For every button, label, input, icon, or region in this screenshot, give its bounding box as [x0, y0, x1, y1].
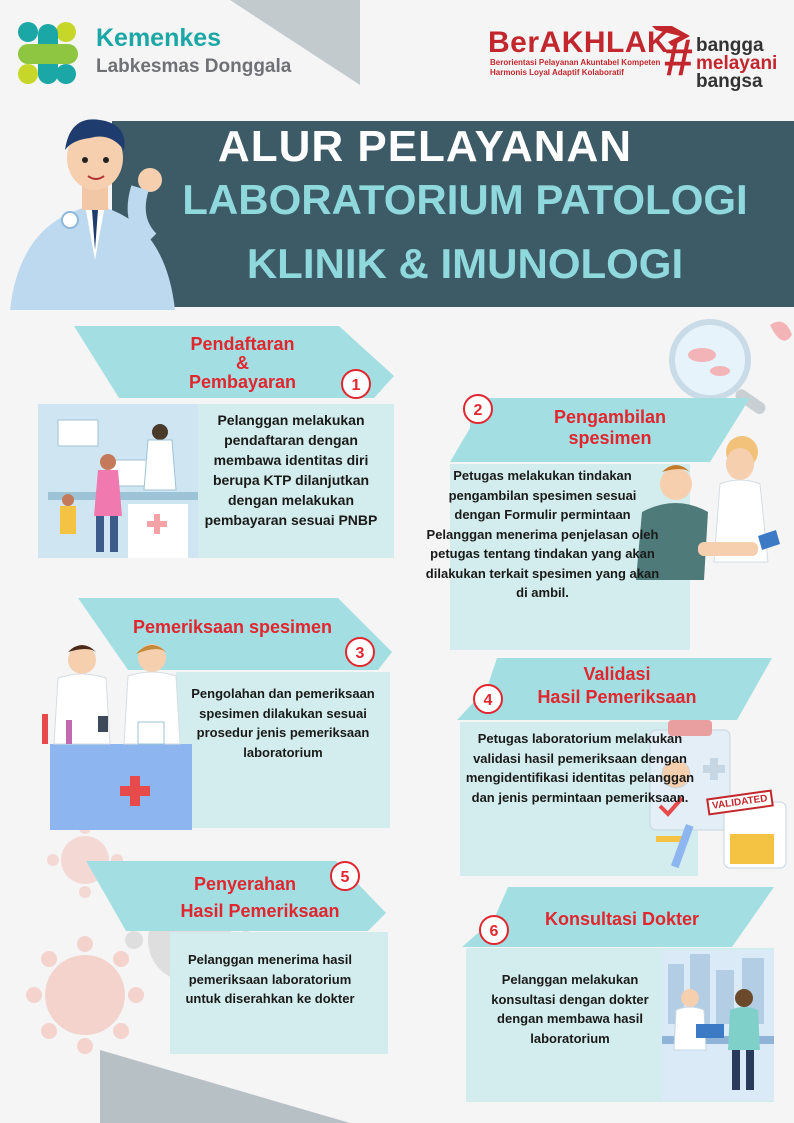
step6-number-badge: 6 [479, 915, 509, 945]
berakhlak-logo: BerAKHLAK [488, 26, 670, 59]
decor-triangle-bottom [100, 1050, 350, 1123]
step2-title-line1: Pengambilan [553, 407, 667, 427]
step2-title-line2: spesimen [568, 428, 652, 448]
step2-description: Petugas melakukan tindakan pengambilan spesimen sesuai dengan Formulir permintaan Pelanggan menerima penjelasan oleh petugas tentang tindakan yang akan dilakukan terkait spesimen yang akan di ambil. [425, 468, 660, 600]
step4-title-line1: Validasi [583, 664, 651, 684]
org-name: Kemenkes [96, 24, 222, 52]
step4-number-badge: 4 [473, 684, 503, 714]
page-title-line2: LABORATORIUM PATOLOGI [182, 176, 748, 223]
step4-title-line2: Hasil Pemeriksaan [537, 687, 697, 707]
step2-number-badge: 2 [463, 394, 493, 424]
consultation-illustration [662, 950, 774, 1100]
validated-stamp: VALIDATED [706, 790, 773, 816]
step1-title-line2: & [236, 353, 249, 373]
step5-number-badge: 5 [330, 861, 360, 891]
kemenkes-logo-icon [14, 16, 82, 92]
step1-title-line1: Pendaftaran [190, 334, 295, 354]
laboratory-illustration [18, 636, 192, 830]
slogan-bangsa: bangsa [696, 71, 763, 92]
registration-illustration [38, 404, 198, 558]
hashtag: # [664, 29, 693, 87]
step6-title: Konsultasi Dokter [544, 909, 700, 929]
org-subtitle: Labkesmas Donggala [96, 56, 292, 77]
step3-title: Pemeriksaan spesimen [132, 617, 333, 637]
step6-description: Pelanggan melakukan konsultasi dengan dokter dengan membawa hasil laboratorium [491, 972, 649, 1046]
page-title-line1: ALUR PELAYANAN [217, 122, 633, 171]
slogan-bangga: bangga [696, 35, 764, 56]
step5-title-line2: Hasil Pemeriksaan [180, 901, 340, 921]
berakhlak-values-line1: Berorientasi Pelayanan Akuntabel Kompeten [490, 58, 661, 67]
step3-number-badge: 3 [345, 637, 375, 667]
step1-number-badge: 1 [341, 369, 371, 399]
page-title-line3: KLINIK & IMUNOLOGI [246, 240, 684, 287]
slogan-melayani: melayani [696, 53, 778, 74]
step4-description: Petugas laboratorium melakukan validasi hasil pemeriksaan dengan mengidentifikasi identitas pelanggan dan jenis permintaan pemeriksaan. [465, 731, 695, 805]
step3-description: Pengolahan dan pemeriksaan spesimen dilakukan sesuai prosedur jenis pemeriksaan laboratorium [191, 686, 375, 760]
step5-description: Pelanggan menerima hasil pemeriksaan laboratorium untuk diserahkan ke dokter [185, 952, 355, 1006]
step5-title-line1: Penyerahan [193, 874, 297, 894]
berakhlak-values-line2: Harmonis Loyal Adaptif Kolaboratif [490, 68, 624, 77]
step1-description: Pelanggan melakukan pendaftaran dengan membawa identitas diri berupa KTP dilanjutkan dengan melakukan pembayaran sesuai PNBP [204, 412, 378, 528]
step1-title-line3: Pembayaran [188, 372, 297, 392]
